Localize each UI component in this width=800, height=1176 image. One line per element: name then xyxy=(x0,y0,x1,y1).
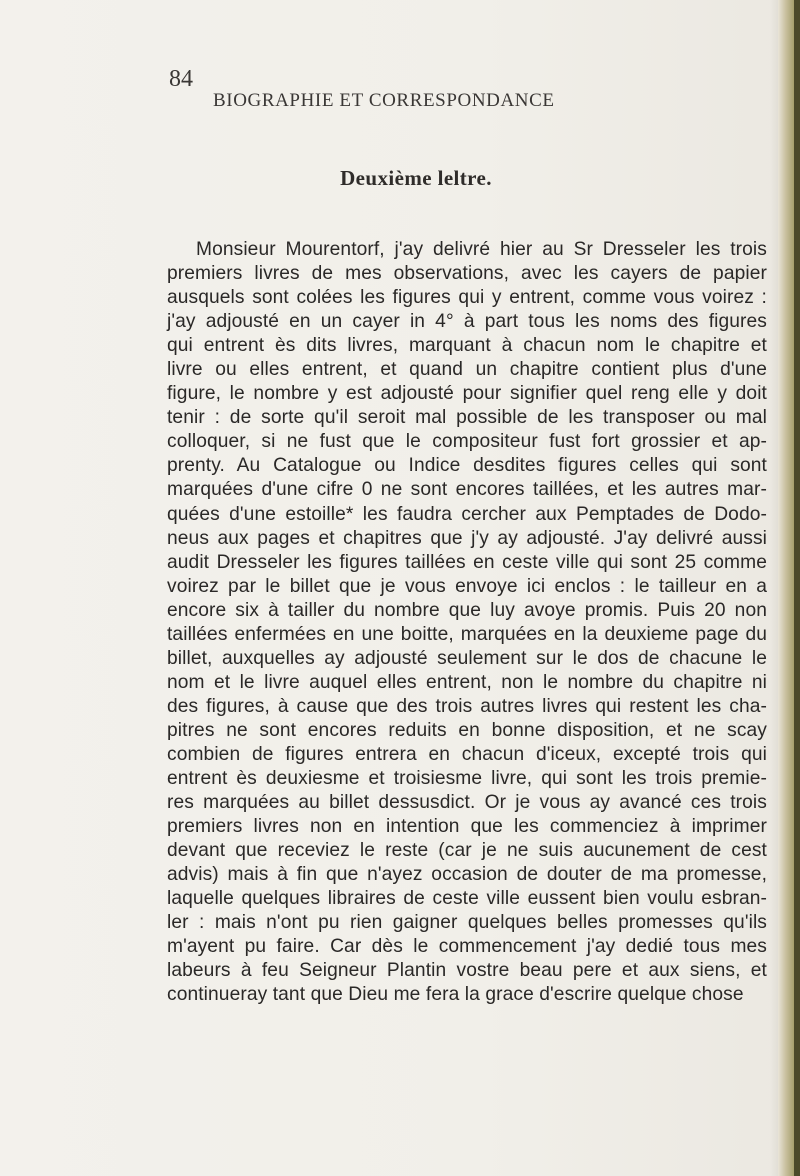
text-line: j'ay adjousté en un cayer in 4° à part tous les noms des figures xyxy=(167,311,767,333)
text-line: encore six à tailler du nombre que luy avoye promis. Puis 20 non xyxy=(167,599,767,621)
text-line: combien de figures entrera en chacun d'iceux, excepté trois qui xyxy=(167,743,767,765)
text-line: figure, le nombre y est adjousté pour signifier quel reng elle y doit xyxy=(167,383,767,405)
text-line: devant que receviez le reste (car je ne suis aucunement de cest xyxy=(167,840,767,862)
page-edge-dark xyxy=(794,0,800,1176)
text-line: voirez par le billet que je vous envoye ici enclos : le tailleur en a xyxy=(167,575,767,597)
text-line: billet, auxquelles ay adjousté seulement sur le dos de chacune le xyxy=(167,647,767,669)
text-line: des figures, à cause que des trois autres livres qui restent les cha- xyxy=(167,695,767,717)
page-number: 84 xyxy=(169,66,193,92)
text-line: colloquer, si ne fust que le compositeur fust fort grossier et ap- xyxy=(167,431,767,453)
letter-body xyxy=(167,238,767,1008)
text-line: livre ou elles entrent, et quand un chapitre contient plus d'une xyxy=(167,359,767,381)
text-line: m'ayent pu faire. Car dès le commencement j'ay dedié tous mes xyxy=(167,936,767,958)
text-line: Monsieur Mourentorf, j'ay delivré hier au Sr Dresseler les trois xyxy=(196,239,767,260)
running-head: BIOGRAPHIE ET CORRESPONDANCE xyxy=(213,90,555,111)
text-line: taillées enfermées en une boitte, marquées en la deuxieme page du xyxy=(167,623,767,645)
text-line: quées d'une estoille* les faudra cercher aux Pemptades de Dodo- xyxy=(167,503,767,525)
text-line: tenir : de sorte qu'il seroit mal possible de les transposer ou mal xyxy=(167,407,767,429)
text-line: prenty. Au Catalogue ou Indice desdites figures celles qui sont xyxy=(167,455,767,477)
text-line: res marquées au billet dessusdict. Or je vous ay avancé ces trois xyxy=(167,792,767,814)
text-line: advis) mais à fin que n'ayez occasion de douter de ma promesse, xyxy=(167,864,767,886)
text-line: audit Dresseler les figures taillées en ceste ville qui sont 25 comme xyxy=(167,551,767,573)
text-line: premiers livres non en intention que les commenciez à imprimer xyxy=(167,816,767,838)
text-line: nom et le livre auquel elles entrent, non le nombre du chapitre ni xyxy=(167,671,767,693)
text-line: continueray tant que Dieu me fera la grace d'escrire quelque chose xyxy=(167,984,744,1006)
text-line: labeurs à feu Seigneur Plantin vostre beau pere et aux siens, et xyxy=(167,960,767,982)
text-line: entrent ès deuxiesme et troisiesme livre, qui sont les trois premie- xyxy=(167,768,767,790)
letter-heading: Deuxième leltre. xyxy=(340,166,492,190)
text-line: premiers livres de mes observations, avec les cayers de papier xyxy=(167,263,767,285)
text-line: marquées d'une cifre 0 ne sont encores taillées, et les autres mar- xyxy=(167,479,767,501)
text-line: ler : mais n'ont pu rien gaigner quelques belles promesses qu'ils xyxy=(167,912,767,934)
text-line: neus aux pages et chapitres que j'y ay adjousté. J'ay delivré aussi xyxy=(167,527,767,549)
text-line: laquelle quelques libraires de ceste ville eussent bien voulu esbran- xyxy=(167,888,767,910)
text-line: ausquels sont colées les figures qui y entrent, comme vous voirez : xyxy=(167,287,767,309)
text-line: pitres ne sont encores reduits en bonne disposition, et ne scay xyxy=(167,719,767,741)
text-line: qui entrent ès dits livres, marquant à chacun nom le chapitre et xyxy=(167,335,767,357)
